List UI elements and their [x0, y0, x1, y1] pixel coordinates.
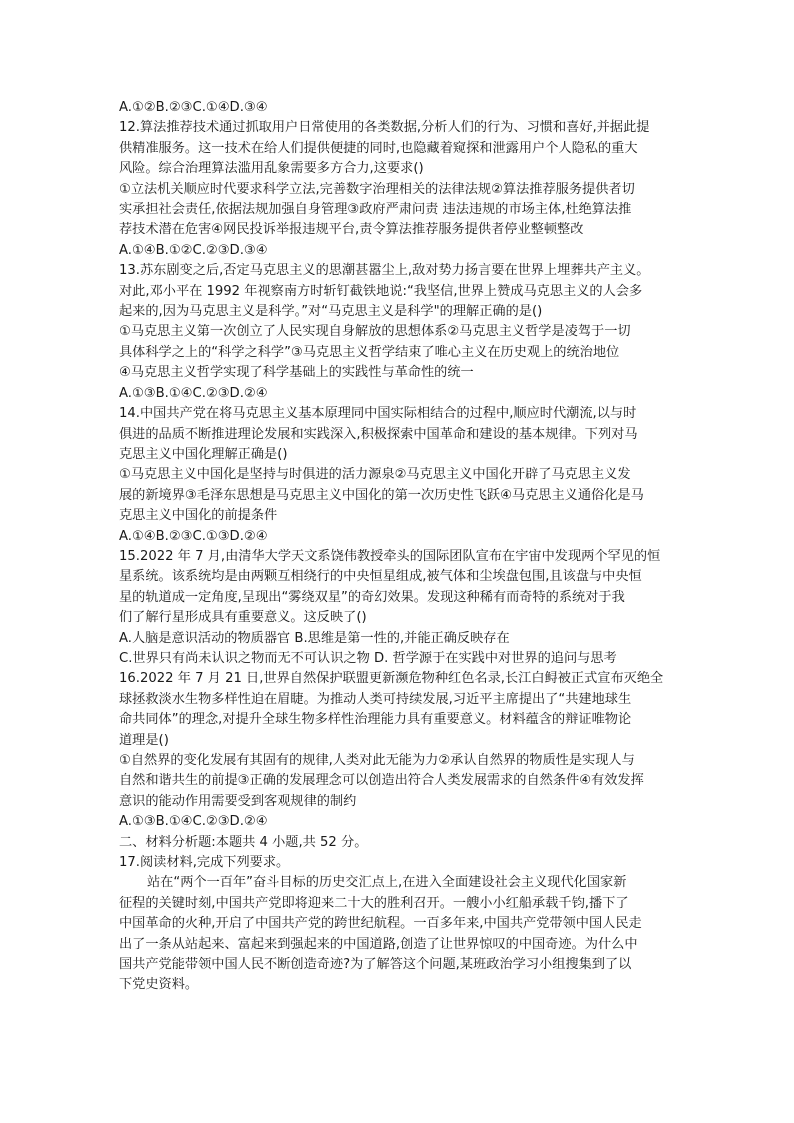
q17-material-line: 站在“两个一百年”奋斗目标的历史交汇点上,在进入全面建设社会主义现代化国家新: [147, 875, 627, 891]
q12-answer-options: A.①④B.①②C.②③D.③④: [119, 242, 268, 258]
q13-stem-line: 13.苏东剧变之后,否定马克思主义的思潮甚嚣尘上,敌对势力扬言要在世界上埋葬共产主义。: [119, 263, 650, 279]
q17-material-line: 国共产党能带领中国人民不断创造奇迹?为了解答这个问题,某班政治学习小组搜集到了以: [119, 957, 632, 973]
q13-choice-line: ④马克思主义哲学实现了科学基础上的实践性与革命性的统一: [119, 365, 474, 381]
q14-answer-options: A.①④B.②③C.①③D.②④: [119, 528, 268, 544]
q12-choice-line: 实承担社会责任,依据法规加强自身管理③政府严肃问责 违法违规的市场主体,杜绝算法推: [119, 202, 632, 218]
q14-stem-line: 俱进的品质不断推进理论发展和实践深入,积极探索中国革命和建设的基本规律。下列对马: [119, 426, 638, 442]
q14-stem-line: 克思主义中国化理解正确是(): [119, 446, 288, 462]
q15-stem-line: 星系统。该系统均是由两颗互相绕行的中央恒星组成,被气体和尘埃盘包围,且该盘与中央恒: [119, 569, 642, 585]
q16-stem-line: 球拯救淡水生物多样性迫在眉睫。为推动人类可持续发展,习近平主席提出了“共建地球生: [119, 691, 632, 707]
section-heading: 二、材料分析题:本题共 4 小题,共 52 分。: [119, 834, 368, 850]
q13-stem-line: 对此,邓小平在 1992 年视察南方时斩钉截铁地说:“我坚信,世界上赞成马克思主义的人会多: [119, 283, 643, 299]
q13-choice-line: ①马克思主义第一次创立了人民实现自身解放的思想体系②马克思主义哲学是凌驾于一切: [119, 324, 631, 340]
q12-stem-line: 风险。综合治理算法滥用乱象需要多方合力,这要求(): [119, 161, 424, 177]
q16-choice-line: 自然和谐共生的前提③正确的发展理念可以创造出符合人类发展需求的自然条件④有效发挥: [119, 773, 644, 789]
q17-material-line: 中国革命的火种,开启了中国共产党的跨世纪航程。一百多年来,中国共产党带领中国人民走: [119, 916, 642, 932]
q14-choice-line: 克思主义中国化的前提条件: [119, 508, 278, 524]
q15-answer-options: A.人脑是意识活动的物质器官 B.思维是第一性的,并能正确反映存在: [119, 630, 510, 646]
q13-stem-line: 起来的,因为马克思主义是科学。”对“马克思主义是科学"的理解正确的是(): [119, 304, 543, 320]
q12-stem-line: 12.算法推荐技术通过抓取用户日常使用的各类数据,分析人们的行为、习惯和喜好,并据此提: [119, 120, 650, 136]
q16-stem-line: 命共同体”的理念,对提升全球生物多样性治理能力具有重要意义。材料蕴含的辩证唯物论: [119, 712, 632, 728]
q15-answer-options: C.世界只有尚未认识之物而无不可认识之物 D. 哲学源于在实践中对世界的追问与思考: [119, 650, 617, 666]
q11-answer-options: A.①②B.②③C.①④D.③④: [119, 100, 268, 115]
q16-answer-options: A.①③B.①④C.②③D.②④: [119, 814, 268, 830]
q13-answer-options: A.①③B.①④C.②③D.②④: [119, 385, 268, 401]
q15-stem-line: 星的轨道成一定角度,呈现出“雾绕双星”的奇幻效果。发现这种稀有而奇特的系统对于我: [119, 589, 625, 605]
q17-instruction: 17.阅读材料,完成下列要求。: [119, 855, 290, 871]
q16-stem-line: 16.2022 年 7 月 21 日,世界自然保护联盟更新濒危物种红色名录,长江白鲟被正式宣布灭绝全: [119, 671, 664, 687]
q14-choice-line: 展的新境界③毛泽东思想是马克思主义中国化的第一次历史性飞跃④马克思主义通俗化是马: [119, 487, 644, 503]
document-page: [119, 98, 679, 996]
q16-stem-line: 道理是(): [119, 732, 169, 748]
q13-choice-line: 具体科学之上的“科学之科学”③马克思主义哲学结束了唯心主义在历史观上的统治地位: [119, 344, 620, 360]
q15-stem-line: 们了解行星形成具有重要意义。这反映了(): [119, 610, 367, 626]
q17-material-line: 出了一条从站起来、富起来到强起来的中国道路,创造了让世界惊叹的中国奇迹。为什么中: [119, 936, 638, 952]
q17-material-line: 征程的关键时刻,中国共产党即将迎来二十大的胜利召开。一艘小小红船承载千钧,播下了: [119, 895, 629, 911]
q16-choice-line: ①自然界的变化发展有其固有的规律,人类对此无能为力②承认自然界的物质性是实现人与: [119, 753, 635, 768]
q14-choice-line: ①马克思主义中国化是坚持与时俱进的活力源泉②马克思主义中国化开辟了马克思主义发: [119, 467, 631, 483]
q15-stem-line: 15.2022 年 7 月,由清华大学天文系饶伟教授牵头的国际团队宣布在宇宙中发现两个罕见的恒: [119, 548, 661, 564]
q14-stem-line: 14.中国共产党在将马克思主义基本原理同中国实际相结合的过程中,顺应时代潮流,以与时: [119, 406, 637, 422]
q16-choice-line: 意识的能动作用需要受到客观规律的制约: [119, 793, 357, 809]
q12-choice-line: 荐技术潜在危害④网民投诉举报违规平台,责令算法推荐服务提供者停业整顿整改: [119, 222, 584, 238]
q12-stem-line: 供精准服务。这一技术在给人们提供便捷的同时,也隐藏着窥探和泄露用户个人隐私的重大: [119, 140, 638, 156]
q12-choice-line: ①立法机关顺应时代要求科学立法,完善数字治理相关的法律法规②算法推荐服务提供者切: [119, 181, 635, 197]
q17-material-line: 下党史资料。: [119, 977, 199, 993]
